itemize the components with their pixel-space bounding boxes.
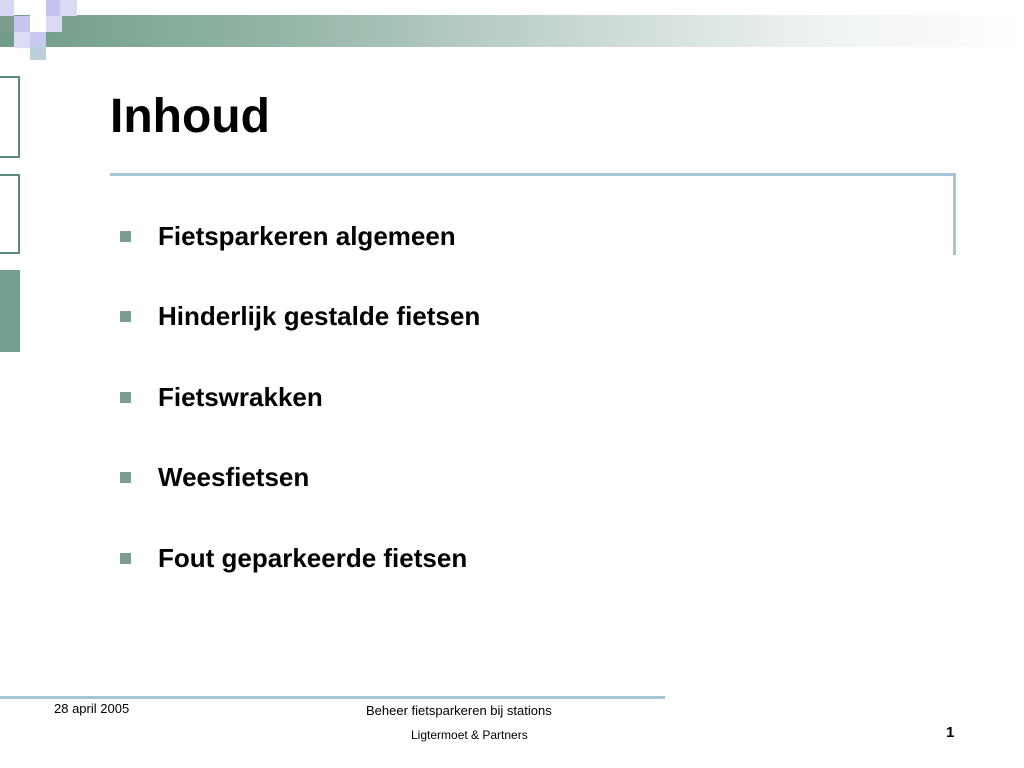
bullet-text: Fietsparkeren algemeen: [158, 220, 456, 251]
title-underline: [110, 173, 956, 176]
footer-divider: [0, 696, 665, 699]
bullet-text: Fietswrakken: [158, 381, 323, 412]
bullet-text: Weesfietsen: [158, 462, 310, 492]
bullet-item: [120, 460, 480, 496]
square-bullet-icon: [120, 392, 131, 403]
side-decoration-box-2: [0, 174, 20, 254]
page-number: 1: [946, 724, 955, 741]
bullet-text: Hinderlijk gestalde fietsen: [158, 301, 481, 331]
square-bullet-icon: [120, 311, 131, 322]
header-gradient-band: [0, 15, 1024, 47]
square-bullet-icon: [120, 472, 131, 483]
footer-company: Ligtermoet & Partners: [411, 728, 528, 742]
side-decoration-box-1: [0, 76, 20, 158]
bullet-list: [120, 218, 480, 621]
bullet-item: [120, 218, 480, 254]
bullet-item: [120, 540, 480, 576]
bullet-item: [120, 299, 480, 335]
side-decoration-box-3: [0, 270, 20, 352]
square-bullet-icon: [120, 231, 131, 242]
footer-date: 28 april 2005: [54, 701, 130, 716]
bullet-text: Fout geparkeerde fietsen: [158, 542, 468, 573]
square-bullet-icon: [120, 553, 131, 564]
bullet-item: [120, 379, 480, 415]
title-underline-vertical: [953, 173, 956, 255]
footer-presentation-title: Beheer fietsparkeren bij stations: [366, 703, 552, 718]
slide-title: Inhoud: [110, 90, 270, 143]
